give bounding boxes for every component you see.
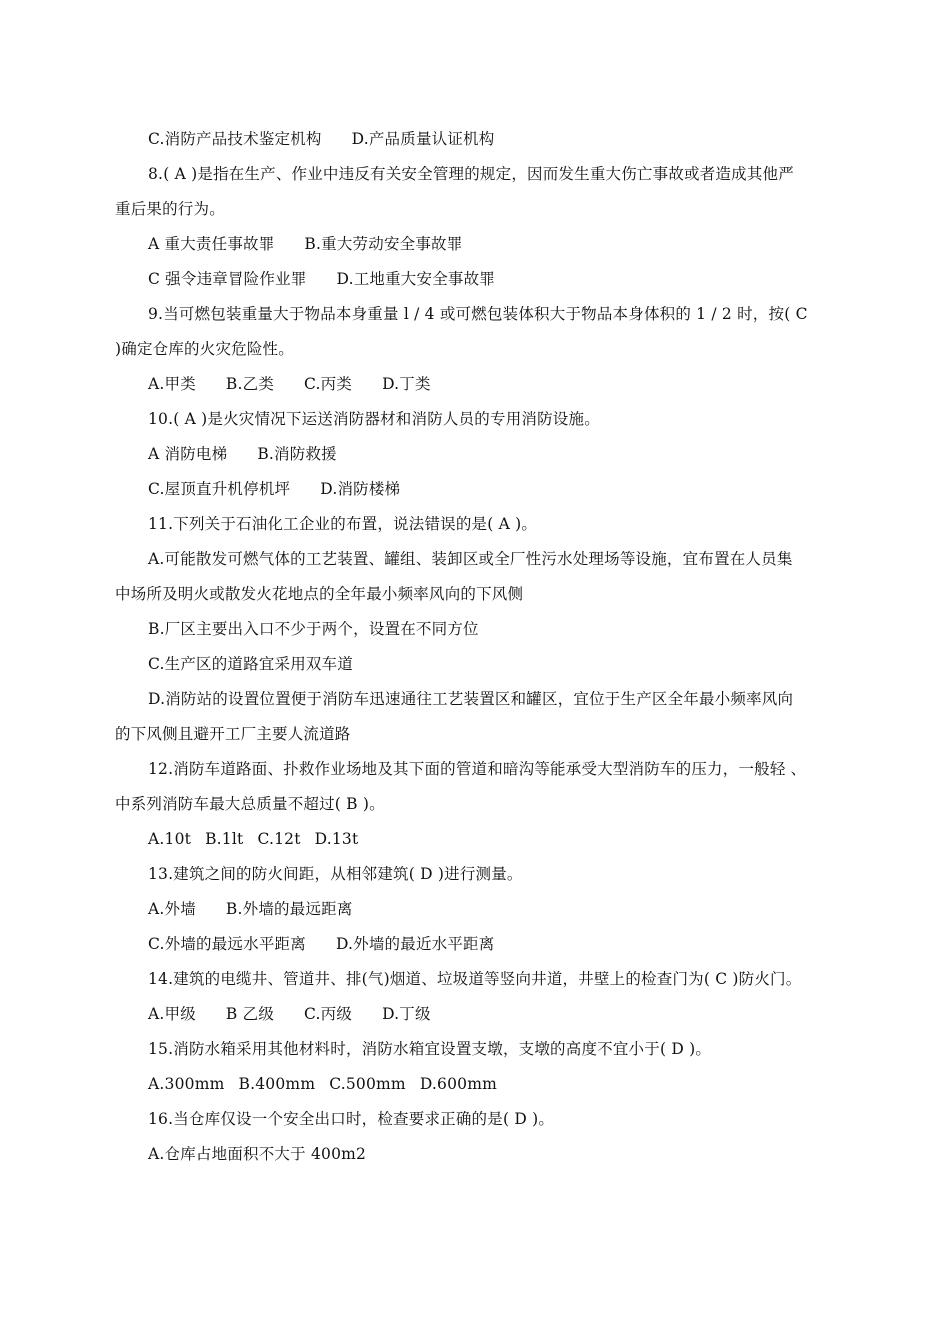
answer-option: A 消防电梯 <box>148 445 228 463</box>
text-line: 中系列消防车最大总质量不超过( B )。 <box>115 795 385 813</box>
options-line <box>115 892 845 927</box>
answer-option: D.消防楼梯 <box>320 480 401 498</box>
text-line: 15.消防水箱采用其他材料时，消防水箱宜设置支墩，支墩的高度不宜小于( D )。 <box>148 1040 712 1058</box>
answer-option: C.500mm <box>329 1075 406 1093</box>
text-line: 的下风侧且避开工厂主要人流道路 <box>115 725 351 743</box>
text-line: 12.消防车道路面、扑救作业场地及其下面的管道和暗沟等能承受大型消防车的压力，一般轻 、 <box>148 760 807 778</box>
options-line <box>115 472 845 507</box>
answer-option: A.10t <box>148 830 192 848</box>
text-line: 重后果的行为。 <box>115 200 225 218</box>
answer-option: C.12t <box>257 830 301 848</box>
options-line <box>115 822 845 857</box>
answer-option: C.丙级 <box>304 1005 353 1023</box>
options-line <box>115 437 845 472</box>
options-line <box>115 997 845 1032</box>
text-line: A.仓库占地面积不大于 400m2 <box>148 1145 367 1163</box>
answer-option: C.消防产品技术鉴定机构 <box>148 130 322 148</box>
answer-option: C.外墙的最远水平距离 <box>148 935 306 953</box>
answer-option: B.重大劳动安全事故罪 <box>304 235 463 253</box>
text-line: B.厂区主要出入口不少于两个，设置在不同方位 <box>148 620 479 638</box>
answer-option: B 乙级 <box>225 1005 275 1023</box>
options-line <box>115 1067 845 1102</box>
text-line: 13.建筑之间的防火间距，从相邻建筑( D )进行测量。 <box>148 865 523 883</box>
answer-option: D.丁类 <box>382 375 431 393</box>
answer-option: D.13t <box>314 830 359 848</box>
answer-option: A 重大责任事故罪 <box>148 235 275 253</box>
text-line: C.生产区的道路宜采用双车道 <box>148 655 354 673</box>
answer-option: D.工地重大安全事故罪 <box>336 270 496 288</box>
text-line: 8.( A )是指在生产、作业中违反有关安全管理的规定，因而发生重大伤亡事故或者造成其他严 <box>148 165 794 183</box>
answer-option: A.甲类 <box>148 375 196 393</box>
options-line <box>115 227 845 262</box>
text-line: 9.当可燃包装重量大于物品本身重量 l / 4 或可燃包装体积大于物品本身体积的 1 / 2 时，按( C <box>148 305 808 323</box>
answer-option: D.丁级 <box>382 1005 431 1023</box>
answer-option: D.600mm <box>419 1075 498 1093</box>
text-line: A.可能散发可燃气体的工艺装置、罐组、装卸区或全厂性污水处理场等设施，宜布置在人员集 <box>148 550 793 568</box>
answer-option: A.外墙 <box>148 900 196 918</box>
text-line: D.消防站的设置位置便于消防车迅速通往工艺装置区和罐区，宜位于生产区全年最小频率风向 <box>148 690 794 708</box>
text-line: 16.当仓库仅设一个安全出口时，检查要求正确的是( D )。 <box>148 1110 555 1128</box>
options-line <box>115 262 845 297</box>
answer-option: B.外墙的最远距离 <box>225 900 353 918</box>
text-line: 中场所及明火或散发火花地点的全年最小频率风向的下风侧 <box>115 585 524 603</box>
answer-option: B.1lt <box>205 830 244 848</box>
answer-option: B.乙类 <box>225 375 275 393</box>
answer-option: D.产品质量认证机构 <box>351 130 495 148</box>
answer-option: A.300mm <box>148 1075 225 1093</box>
answer-option: B.400mm <box>238 1075 316 1093</box>
text-line: 14.建筑的电缆井、管道井、排(气)烟道、垃圾道等竖向井道，井壁上的检查门为( C )防火门。 <box>148 970 802 988</box>
answer-option: C.屋顶直升机停机坪 <box>148 480 291 498</box>
question-text-body <box>115 122 845 1172</box>
options-line <box>115 367 845 402</box>
options-line <box>115 927 845 962</box>
answer-option: B.消防救援 <box>257 445 337 463</box>
answer-option: C.丙类 <box>304 375 353 393</box>
answer-option: A.甲级 <box>148 1005 196 1023</box>
answer-option: D.外墙的最近水平距离 <box>335 935 495 953</box>
options-line <box>115 122 845 157</box>
text-line: 11.下列关于石油化工企业的布置，说法错误的是( A )。 <box>148 515 538 533</box>
answer-option: C 强令违章冒险作业罪 <box>148 270 307 288</box>
text-line: 10.( A )是火灾情况下运送消防器材和消防人员的专用消防设施。 <box>148 410 600 428</box>
text-line: )确定仓库的火灾危险性。 <box>115 340 294 358</box>
